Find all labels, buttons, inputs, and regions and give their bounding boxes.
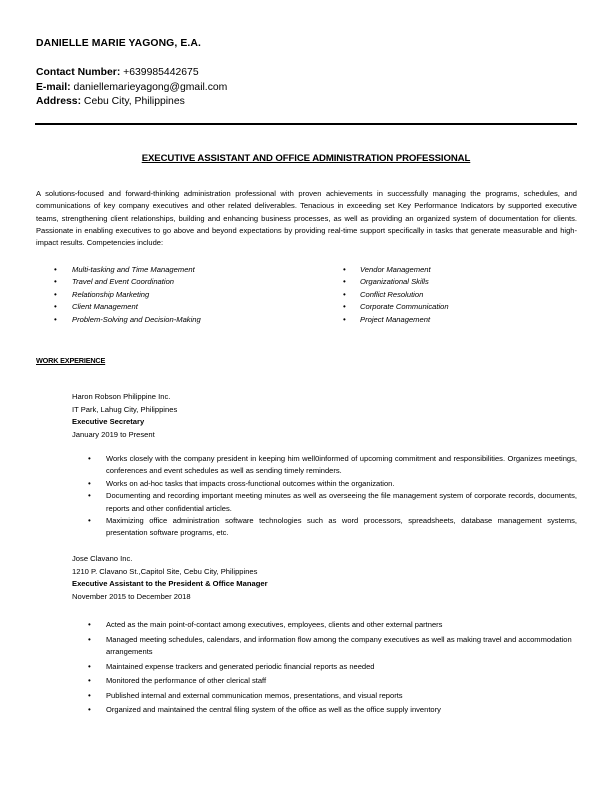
- bullet-icon: •: [54, 314, 57, 324]
- contact-number-value: +639985442675: [120, 67, 199, 78]
- job-dates: January 2019 to Present: [72, 429, 155, 439]
- bullet-icon: •: [88, 705, 91, 715]
- email: [36, 81, 227, 96]
- duty-item: • Published internal and external communication memos, presentations, and visual reports: [72, 690, 577, 702]
- job-dates: November 2015 to December 2018: [72, 591, 191, 601]
- job-header: [72, 553, 268, 603]
- job-header: [72, 391, 177, 441]
- bullet-icon: •: [343, 289, 346, 299]
- job-position: Executive Secretary: [72, 417, 145, 427]
- duty-item: • Works closely with the company president in keeping him well0informed of upcoming commitment and responsibilities. Organizes meetings, conferences and event schedules as well as sending timely reminders.: [88, 454, 577, 476]
- company-name: Jose Clavano Inc.: [72, 554, 133, 563]
- email-value: daniellemarieyagong@gmail.com: [70, 81, 228, 93]
- company-name: Haron Robson Philippine Inc.: [72, 392, 171, 401]
- bullet-icon: •: [343, 265, 346, 274]
- bullet-icon: •: [54, 289, 57, 299]
- bullet-icon: •: [343, 277, 346, 287]
- header-divider: [35, 123, 577, 125]
- competency-item: • Organizational Skills: [360, 276, 449, 288]
- competency-item: • Vendor Management: [360, 264, 449, 276]
- competency-item: • Project Management: [360, 314, 449, 326]
- competency-item: • Conflict Resolution: [360, 289, 449, 301]
- competencies-left: [54, 264, 201, 326]
- duty-item: • Maximizing office administration software technologies such as word processors, spreadsheets, database management systems, presentation software programs, etc.: [88, 516, 577, 538]
- job-duties: [72, 453, 577, 540]
- competency-item: • Client Management: [72, 301, 201, 313]
- address-value: Cebu City, Philippines: [81, 96, 185, 107]
- work-experience-heading: WORK EXPERIENCE: [36, 356, 106, 365]
- job-duties: [72, 619, 577, 719]
- bullet-icon: •: [88, 690, 91, 700]
- bullet-icon: •: [88, 454, 91, 463]
- contact-number: [36, 66, 199, 81]
- bullet-icon: •: [54, 277, 57, 287]
- competency-item: • Travel and Event Coordination: [72, 276, 201, 288]
- bullet-icon: •: [88, 661, 91, 671]
- company-location: IT Park, Lahug City, Philippines: [72, 404, 178, 414]
- duty-item: • Acted as the main point-of-contact among executives, employees, clients and other external partners: [72, 619, 577, 631]
- bullet-icon: •: [88, 634, 91, 644]
- candidate-name: DANIELLE MARIE YAGONG, E.A.: [36, 38, 201, 49]
- job-position: Executive Assistant to the President & Office Manager: [72, 579, 268, 589]
- duty-item: • Managed meeting schedules, calendars, and information flow among the company executives as well as making travel and accommodation arrangements: [88, 634, 572, 656]
- address-label: Address:: [36, 96, 82, 107]
- duty-item: • Maintained expense trackers and generated periodic financial reports as needed: [72, 661, 577, 673]
- address: [36, 95, 185, 110]
- competency-item: • Problem-Solving and Decision-Making: [72, 314, 201, 326]
- company-location: 1210 P. Clavano St.,Capitol Site, Cebu City, Philippines: [72, 566, 258, 576]
- bullet-icon: •: [54, 302, 57, 312]
- bullet-icon: •: [88, 491, 91, 501]
- contact-number-label: Contact Number:: [36, 67, 121, 78]
- bullet-icon: •: [88, 478, 91, 488]
- competency-item: • Corporate Communication: [360, 301, 449, 313]
- bullet-icon: •: [88, 676, 91, 686]
- duty-item: • Organized and maintained the central filing system of the office as well as the office supply inventory: [72, 704, 577, 716]
- bullet-icon: •: [343, 302, 346, 312]
- competency-item: • Multi-tasking and Time Management: [72, 264, 201, 276]
- duty-item: • Works on ad-hoc tasks that impacts cross-functional outcomes within the organization.: [72, 478, 577, 490]
- bullet-icon: •: [88, 516, 91, 526]
- professional-headline: EXECUTIVE ASSISTANT AND OFFICE ADMINISTRATION PROFESSIONAL: [141, 153, 471, 164]
- bullet-icon: •: [54, 265, 57, 274]
- professional-summary: A solutions-focused and forward-thinking administration professional with proven achievements in successfully managing the programs, schedules, and communications of key company executives and other related deliverables. Tenacious in exceeding set Key Performance Indicators by supported executive teams, strengthening client relationships, building and enhancing business processes, as well as providing an organized system of documentation for clients. Passionate in enabling executives to go above and beyond expectations by providing real-time support specifically in tasks that generate measurable and high-impact results. Competencies include:: [36, 189, 577, 248]
- email-label: E-mail:: [36, 81, 71, 93]
- competencies-right: [343, 264, 449, 326]
- competency-item: • Relationship Marketing: [72, 289, 201, 301]
- duty-item: • Documenting and recording important meeting minutes as well as overseeing the file management system of corporate records, documents, reports and other confidential articles.: [88, 491, 577, 513]
- duty-item: • Monitored the performance of other clerical staff: [72, 675, 577, 687]
- bullet-icon: •: [343, 314, 346, 324]
- bullet-icon: •: [88, 620, 91, 629]
